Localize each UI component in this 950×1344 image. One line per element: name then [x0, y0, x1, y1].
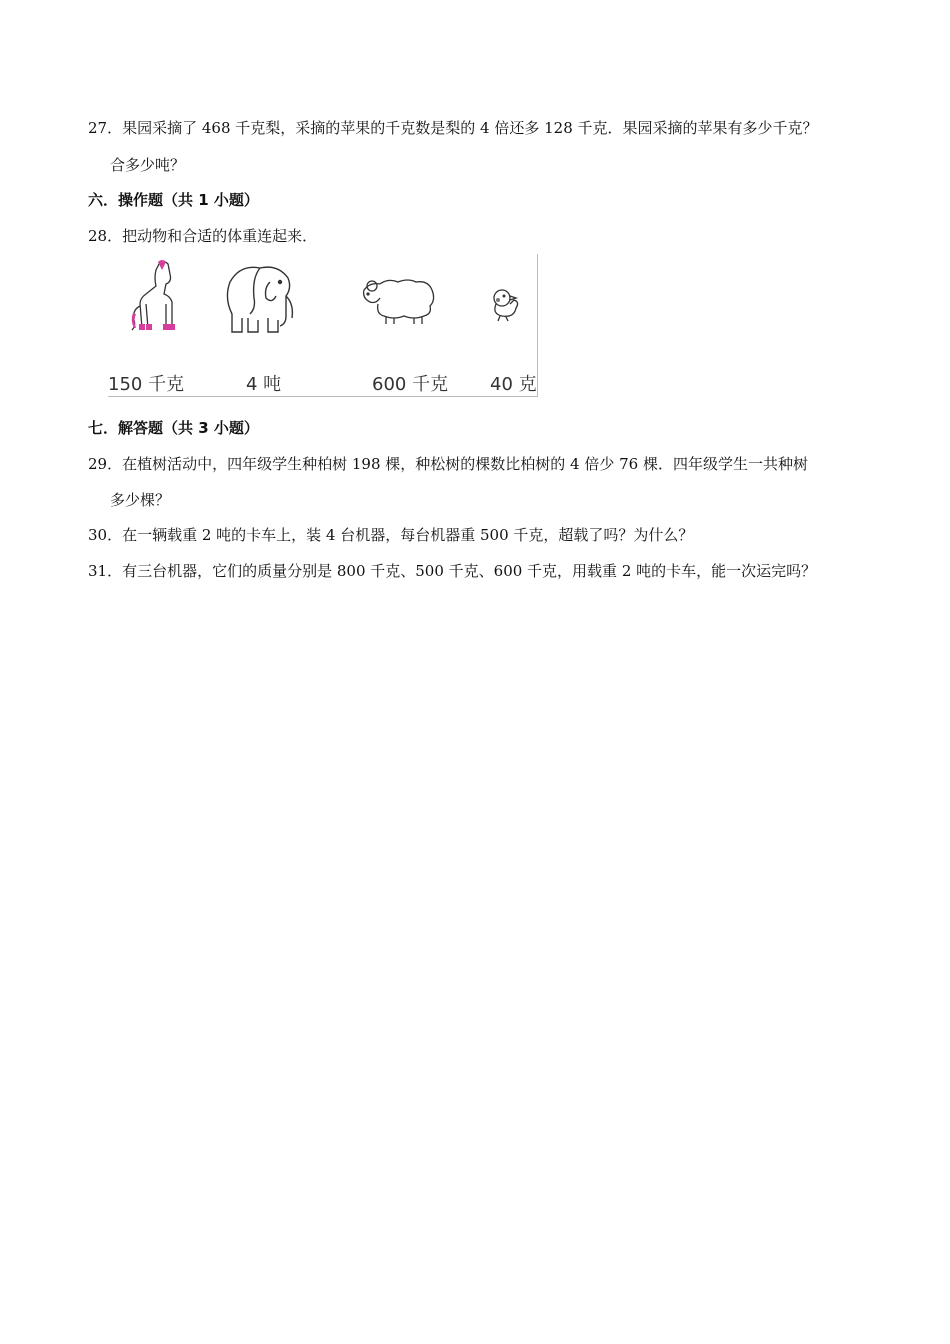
chick-icon: [486, 286, 524, 322]
sheep-icon: [358, 274, 440, 326]
elephant-icon: [220, 258, 302, 336]
question-30-text: 30．在一辆载重 2 吨的卡车上，装 4 台机器，每台机器重 500 千克，超载了吗？为什么？: [88, 526, 694, 544]
question-27-line-1: 27．果园采摘了 468 千克梨，采摘的苹果的千克数是梨的 4 倍还多 128 千克．果园采摘的苹果有多少千克？: [88, 119, 818, 137]
weight-label-40g: 40 克: [490, 374, 537, 395]
animal-weight-figure: [108, 254, 538, 397]
weight-label-4t: 4 吨: [246, 374, 282, 395]
section-6-heading: 六．操作题（共 1 小题）: [88, 191, 259, 209]
question-31-text: 31．有三台机器，它们的质量分别是 800 千克、500 千克、600 千克，用载重 2 吨的卡车，能一次运完吗？: [88, 562, 817, 580]
question-28-text: 28．把动物和合适的体重连起来．: [88, 227, 318, 245]
question-29-line-2: 多少棵？: [110, 491, 171, 509]
weight-label-600kg: 600 千克: [372, 374, 449, 395]
question-27-line-2: 合多少吨？: [110, 156, 186, 174]
weight-label-150kg: 150 千克: [108, 374, 185, 395]
section-7-heading: 七．解答题（共 3 小题）: [88, 419, 259, 437]
question-29-line-1: 29．在植树活动中，四年级学生种柏树 198 棵，种松树的棵数比柏树的 4 倍少 76 棵．四年级学生一共种树: [88, 455, 808, 473]
horse-icon: [120, 258, 186, 334]
